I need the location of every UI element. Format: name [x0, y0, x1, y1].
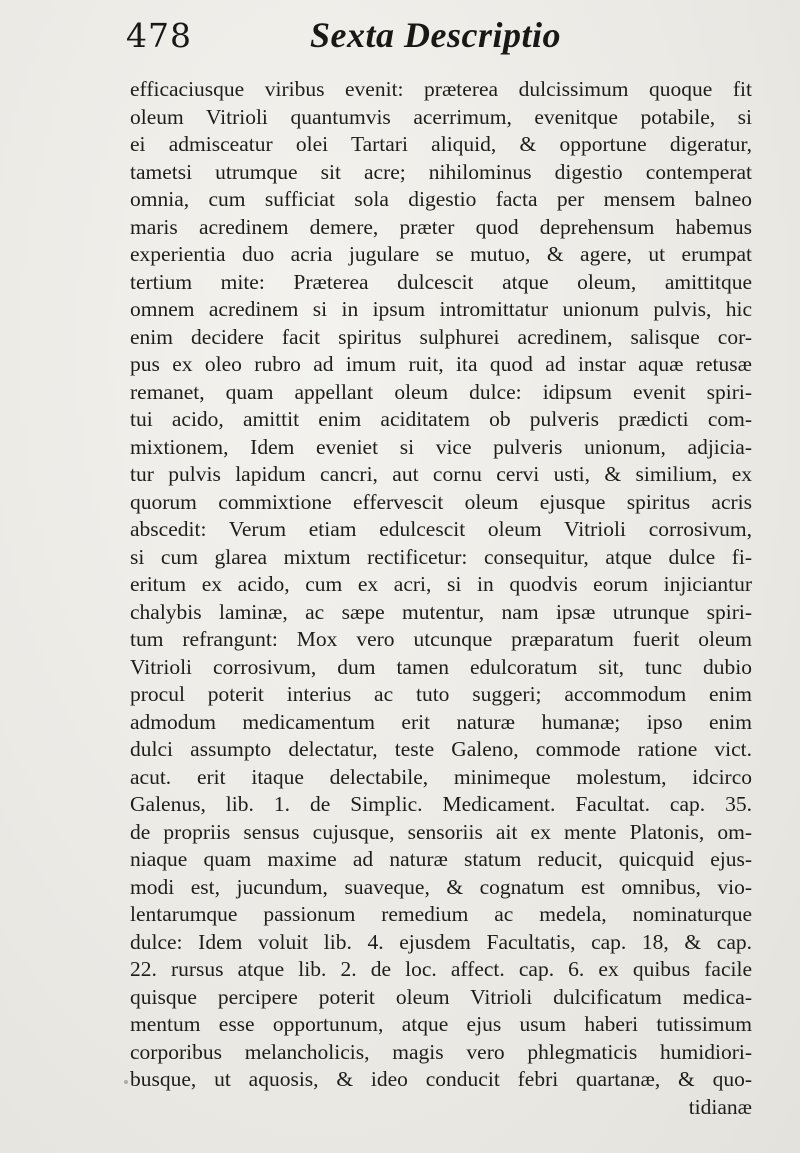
- text-line: busque, ut aquosis, & ideo conducit febri quartanæ, & quo-: [130, 1067, 752, 1091]
- text-line: chalybis laminæ, ac sæpe mutentur, nam ipsæ utrunque spiri-: [130, 599, 752, 624]
- body-text: [130, 76, 752, 1121]
- text-line: quisque percipere poterit oleum Vitrioli dulcificatum medica-: [130, 984, 752, 1009]
- text-line: tametsi utrumque sit acre; nihilominus digestio contemperat: [130, 159, 752, 184]
- text-line: modi est, jucundum, suaveque, & cognatum est omnibus, vio-: [130, 874, 752, 899]
- text-line: acut. erit itaque delectabile, minimeque molestum, idcirco: [130, 764, 752, 789]
- text-line: oleum Vitrioli quantumvis acerrimum, evenitque potabile, si: [130, 104, 752, 129]
- text-line: tur pulvis lapidum cancri, aut cornu cervi usti, & similium, ex: [130, 462, 752, 486]
- text-line: 22. rursus atque lib. 2. de loc. affect. cap. 6. ex quibus facile: [130, 957, 752, 981]
- text-line: omnia, cum sufficiat sola digestio facta per mensem balneo: [130, 187, 752, 211]
- text-line: experientia duo acria jugulare se mutuo, & agere, ut erumpat: [130, 242, 752, 266]
- text-line: maris acredinem demere, præter quod deprehensum habemus: [130, 214, 752, 239]
- text-line: mentum esse opportunum, atque ejus usum haberi tutissimum: [130, 1012, 752, 1036]
- text-line: de propriis sensus cujusque, sensoriis ait ex mente Platonis, om-: [130, 819, 752, 844]
- text-line: Galenus, lib. 1. de Simplic. Medicament. Facultat. cap. 35.: [130, 792, 752, 816]
- text-line: quorum commixtione effervescit oleum ejusque spiritus acris: [130, 489, 752, 514]
- text-line: ei admisceatur olei Tartari aliquid, & opportune digeratur,: [130, 132, 752, 156]
- text-line: dulce: Idem voluit lib. 4. ejusdem Facultatis, cap. 18, & cap.: [130, 929, 752, 954]
- text-line: admodum medicamentum erit naturæ humanæ; ipso enim: [130, 709, 752, 734]
- text-line: efficaciusque viribus evenit: præterea dulcissimum quoque fit: [130, 77, 752, 101]
- text-line: niaque quam maxime ad naturæ statum reducit, quicquid ejus-: [130, 847, 752, 871]
- text-line: lentarumque passionum remedium ac medela, nominaturque: [130, 902, 752, 926]
- text-line: omnem acredinem si in ipsum intromittatur unionum pulvis, hic: [130, 297, 752, 321]
- text-line: Vitrioli corrosivum, dum tamen edulcoratum sit, tunc dubio: [130, 654, 752, 679]
- text-line: eritum ex acido, cum ex acri, si in quodvis eorum injiciantur: [130, 572, 752, 596]
- page-header: [126, 14, 726, 64]
- page-number: 478: [126, 16, 192, 55]
- text-line: pus ex oleo rubro ad imum ruit, ita quod ad instar aquæ retusæ: [130, 352, 752, 376]
- text-line: si cum glarea mixtum rectificetur: consequitur, atque dulce fi-: [130, 544, 752, 569]
- text-line: procul poterit interius ac tuto suggeri; accommodum enim: [130, 682, 752, 706]
- text-line: dulci assumpto delectatur, teste Galeno, commode ratione vict.: [130, 737, 752, 761]
- text-line: remanet, quam appellant oleum dulce: idipsum evenit spiri-: [130, 379, 752, 404]
- running-head: Sexta Descriptio: [310, 15, 561, 55]
- ink-speck: [124, 1080, 128, 1084]
- text-line: tum refrangunt: Mox vero utcunque præparatum fuerit oleum: [130, 627, 752, 651]
- catchword: tidianæ: [688, 1094, 752, 1119]
- text-line: mixtionem, Idem eveniet si vice pulveris unionum, adjicia-: [130, 434, 752, 459]
- text-line: tui acido, amittit enim aciditatem ob pulveris prædicti com-: [130, 407, 752, 431]
- text-line: tertium mite: Præterea dulcescit atque oleum, amittitque: [130, 269, 752, 294]
- text-line: corporibus melancholicis, magis vero phlegmaticis humidiori-: [130, 1039, 752, 1064]
- text-line: abscedit: Verum etiam edulcescit oleum Vitrioli corrosivum,: [130, 517, 752, 541]
- text-line: enim decidere facit spiritus sulphurei acredinem, salisque cor-: [130, 324, 752, 349]
